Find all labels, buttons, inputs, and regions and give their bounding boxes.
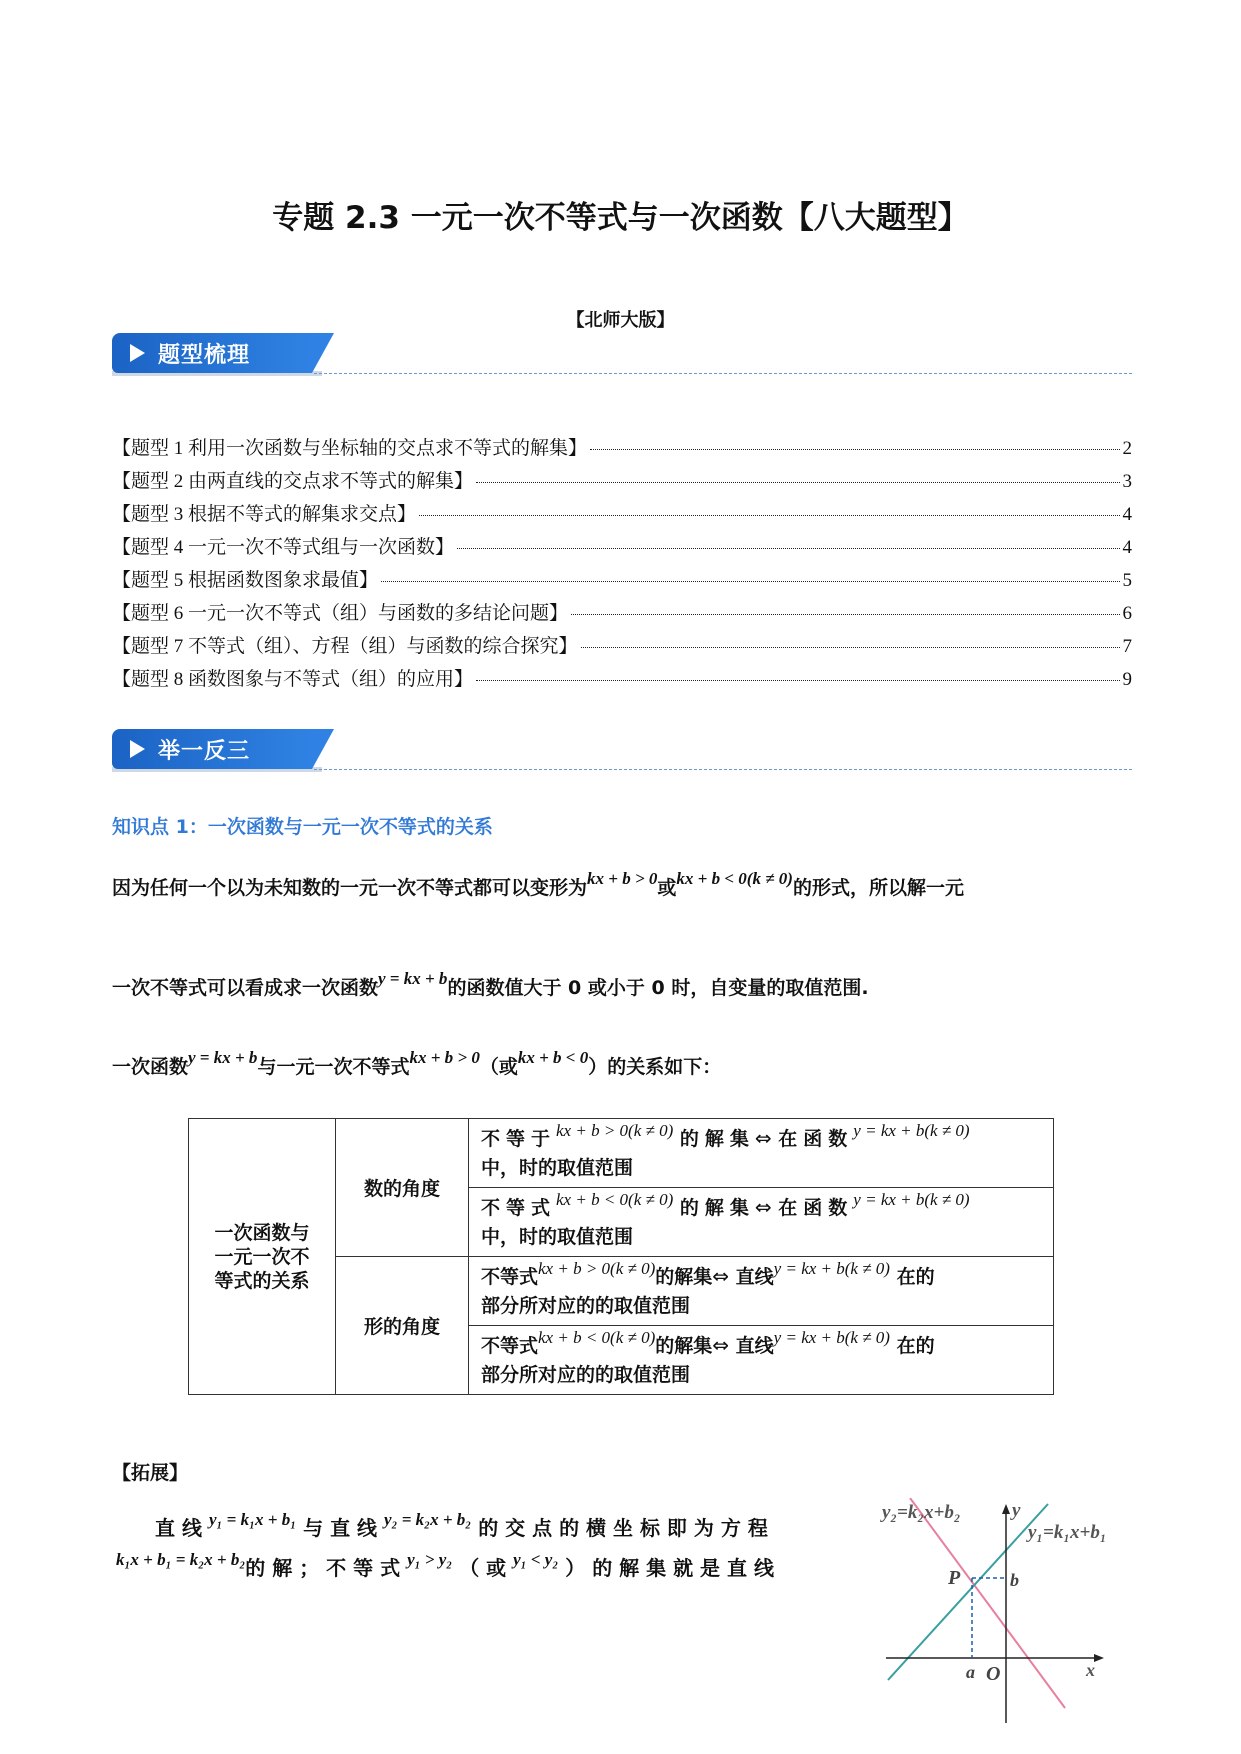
number-angle-cell: 数的角度 [336,1119,469,1257]
play-icon [130,740,145,758]
toc-item[interactable]: 【题型 6 一元一次不等式（组）与函数的多结论问题】 6 [112,603,1132,624]
toc-item[interactable]: 【题型 7 不等式（组）、方程（组）与函数的综合探究】 7 [112,636,1132,657]
table-cell: 不等式kx + b < 0(k ≠ 0)的解集⇔ 直线y = kx + b(k ≠ 0) 在的 部分所对应的的取值范围 [469,1326,1054,1395]
toc-item[interactable]: 【题型 1 利用一次函数与坐标轴的交点求不等式的解集】 2 [112,438,1132,459]
label-y2: y₂=k₂x+b₂ [882,1502,961,1523]
section-title-outline: 题型梳理 [158,343,251,368]
document-title: 专题 2.3 一元一次不等式与一次函数【八大题型】 [272,200,969,236]
extension-line-2: $^{k_1x + b_1 = k_2x + b_2}$的 解 ； 不 等 式 $^{y_1 > y_2}$ （ 或 $^{y_1 < y_2}$ ） 的 解 集 就 是 直 线 [116,1550,774,1580]
x-axis-arrow [1094,1654,1104,1662]
table-cell: 不等式kx + b < 0(k ≠ 0) 的解集⇔ 在函数y = kx + b(k ≠ 0) 中，时的取值范围 [469,1188,1054,1257]
label-a: a [966,1662,975,1682]
toc-item[interactable]: 【题型 4 一元一次不等式组与一次函数】 4 [112,537,1132,558]
toc-item[interactable]: 【题型 8 函数图象与不等式（组）的应用】 9 [112,669,1132,690]
label-P: P [948,1567,961,1589]
table-left-header: 一次函数与一元一次不等式的关系 [189,1119,336,1395]
label-O: O [986,1663,1001,1685]
label-y: y [1012,1500,1021,1521]
dashed-divider [314,373,1132,374]
paragraph-2: 一次不等式可以看成求一次函数y = kx + b的函数值大于 0 或小于 0 时，自变量的取值范围. [112,969,869,999]
y-axis-arrow [1002,1504,1010,1514]
label-x: x [1086,1660,1095,1680]
shape-angle-cell: 形的角度 [336,1257,469,1395]
section-banner-outline [112,333,1132,377]
relation-table [188,1118,1054,1395]
table-cell: 不等式kx + b > 0(k ≠ 0)的解集⇔ 直线y = kx + b(k ≠ 0) 在的 部分所对应的的取值范围 [469,1257,1054,1326]
paragraph-3: 一次函数y = kx + b与一元一次不等式kx + b > 0（或kx + b < 0）的关系如下： [112,1048,722,1078]
section-title-practice: 举一反三 [158,739,251,764]
toc-item[interactable]: 【题型 2 由两直线的交点求不等式的解集】 3 [112,471,1132,492]
label-b: b [1010,1570,1019,1590]
intersection-graph [880,1498,1130,1743]
section-banner-practice [112,729,1132,773]
knowledge-point-title: 知识点 1：一次函数与一元一次不等式的关系 [112,816,493,838]
dashed-divider [314,769,1132,770]
edition-label: 【北师大版】 [566,310,675,331]
table-cell: 不等于kx + b > 0(k ≠ 0) 的解集⇔ 在函数y = kx + b(k ≠ 0) 中，时的取值范围 [469,1119,1054,1188]
toc-item[interactable]: 【题型 3 根据不等式的解集求交点】 4 [112,504,1132,525]
label-y1: y₁=k₁x+b₁ [1028,1522,1107,1543]
extension-line-1: 直 线 $^{y_1 = k_1x + b_1}$ 与 直 线 $^{y_2 = k_2x + b_2}$ 的 交 点 的 横 坐 标 即 为 方 程 [155,1510,768,1540]
paragraph-1: 因为任何一个以为未知数的一元一次不等式都可以变形为kx + b > 0或kx + b < 0(k ≠ 0)的形式，所以解一元 [112,869,964,899]
table-of-contents [112,433,1132,697]
play-icon [130,344,145,362]
toc-item[interactable]: 【题型 5 根据函数图象求最值】 5 [112,570,1132,591]
extension-label: 【拓展】 [112,1462,189,1484]
